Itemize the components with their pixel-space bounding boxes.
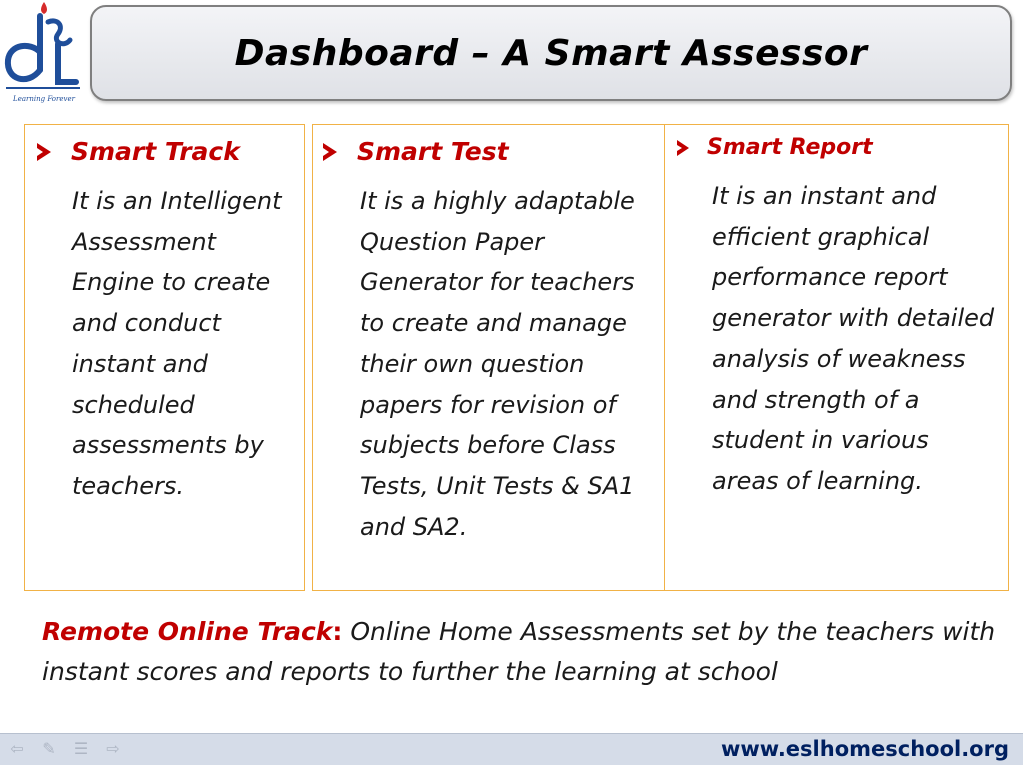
- column-body: It is an Intelligent Assessment Engine to create and conduct instant and scheduled assessments by teachers.: [72, 187, 282, 500]
- column-heading-label: Smart Test: [357, 137, 509, 166]
- arrow-bullet-icon: [323, 143, 337, 161]
- column-heading: [37, 137, 240, 166]
- logo-icon: [0, 0, 88, 100]
- column-heading-label: Smart Report: [707, 135, 873, 160]
- column-body: It is a highly adaptable Question Paper Generator for teachers to create and manage their own question papers for revision of subjects before Class Tests, Unit Tests & SA1 and SA2.: [360, 187, 635, 541]
- page-title: Dashboard – A Smart Assessor: [234, 32, 868, 74]
- column-smart-track: [24, 124, 305, 591]
- website-link[interactable]: www.eslhomeschool.org: [720, 737, 1009, 761]
- note-colon: :: [332, 617, 343, 646]
- slide-nav-controls: [8, 740, 122, 758]
- back-arrow-icon[interactable]: ⇦: [10, 739, 24, 758]
- column-heading: [677, 135, 873, 160]
- note-text: Online Home Assessments set by the teachers with instant scores and reports to further the learning at school: [42, 617, 996, 686]
- arrow-bullet-icon: [37, 143, 51, 161]
- logo: [0, 0, 88, 106]
- arrow-bullet-icon: [677, 140, 689, 156]
- remote-track-note: [42, 612, 1002, 692]
- column-heading: [323, 137, 509, 166]
- menu-icon[interactable]: ☰: [73, 739, 89, 758]
- pen-icon[interactable]: ✎: [42, 739, 56, 758]
- footer-bar: [0, 733, 1023, 765]
- column-body: It is an instant and efficient graphical performance report generator with detailed analysis of weakness and strength of a student in various areas of learning.: [712, 182, 995, 495]
- column-heading-label: Smart Track: [71, 137, 240, 166]
- logo-tagline: Learning Forever: [13, 95, 75, 103]
- column-smart-report: [664, 124, 1009, 591]
- forward-arrow-icon[interactable]: ⇨: [106, 739, 120, 758]
- note-label: Remote Online Track: [42, 617, 333, 646]
- column-smart-test: [312, 124, 665, 591]
- title-banner: [90, 5, 1012, 101]
